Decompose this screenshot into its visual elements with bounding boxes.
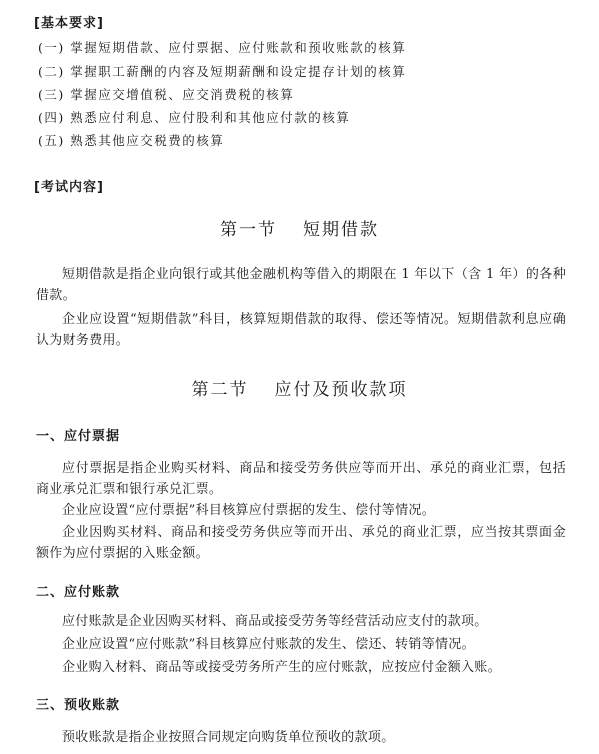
accounts-payable-paragraph-3: 企业购入材料、商品等或接受劳务所产生的应付账款，应按应付金额入账。 [62, 660, 501, 675]
subsection-accounts-payable-heading: 二、应付账款 [36, 585, 121, 600]
accounts-payable-paragraph-2: 企业应设置“应付账款”科目核算应付账款的发生、偿还、转销等情况。 [62, 637, 475, 652]
section1-number: 第一节 [220, 220, 277, 240]
section1-title [0, 215, 599, 240]
basic-requirements-label: [基本要求] [34, 16, 104, 31]
requirement-item-2: (二) 掌握职工薪酬的内容及短期薪酬和设定提存计划的核算 [38, 64, 407, 79]
notes-payable-paragraph-3: 企业因购买材料、商品和接受劳务供应等而开出、承兑的商业汇票，应当按其票面金额作为应付票据的入账金额。 [36, 525, 566, 561]
section1-paragraph-1: 短期借款是指企业向银行或其他金融机构等借入的期限在 1 年以下（含 1 年）的各种借款。 [36, 267, 566, 303]
subsection-notes-payable-heading: 一、应付票据 [36, 429, 121, 444]
section2-number: 第二节 [191, 380, 249, 400]
section1-heading: 短期借款 [303, 220, 379, 240]
section2-title [0, 375, 599, 400]
requirement-item-1: (一) 掌握短期借款、应付票据、应付账款和预收账款的核算 [38, 40, 407, 55]
requirement-item-4: (四) 熟悉应付利息、应付股利和其他应付款的核算 [38, 110, 351, 125]
subsection-advance-receipts-heading: 三、预收账款 [36, 698, 121, 713]
accounts-payable-paragraph-1: 应付账款是企业因购买材料、商品或接受劳务等经营活动应支付的款项。 [62, 614, 488, 629]
notes-payable-paragraph-1: 应付票据是指企业购买材料、商品和接受劳务供应等而开出、承兑的商业汇票，包括商业承兑汇票和银行承兑汇票。 [36, 461, 566, 497]
section2-heading: 应付及预收款项 [274, 380, 408, 400]
requirement-item-3: (三) 掌握应交增值税、应交消费税的核算 [38, 87, 295, 102]
advance-receipts-paragraph-1: 预收账款是指企业按照合同规定向购货单位预收的款项。 [62, 730, 395, 745]
notes-payable-paragraph-2: 企业应设置“应付票据”科目核算应付票据的发生、偿付等情况。 [62, 503, 435, 518]
exam-content-label: [考试内容] [34, 180, 104, 195]
section1-paragraph-2: 企业应设置“短期借款”科目，核算短期借款的取得、偿还等情况。短期借款利息应确认为财务费用。 [36, 312, 566, 348]
requirement-item-5: (五) 熟悉其他应交税费的核算 [38, 133, 225, 148]
